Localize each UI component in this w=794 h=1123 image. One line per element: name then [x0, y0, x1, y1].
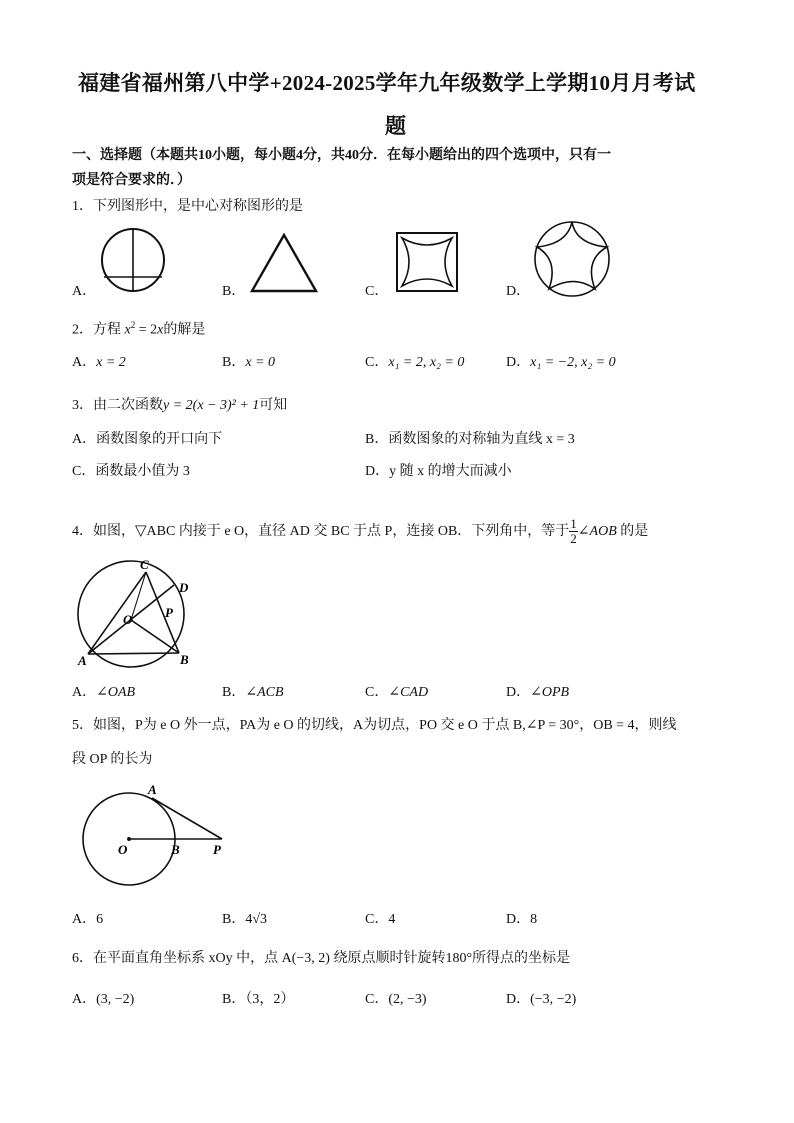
q6-option-a[interactable]: A．(3, −2): [72, 992, 135, 1007]
q5-label-a: A: [148, 782, 157, 797]
q5-option-a[interactable]: A．6: [72, 912, 104, 927]
q1-figure-c-square: [394, 230, 460, 294]
question-3-stem: 3．由二次函数y = 2(x − 3)² + 1可知: [72, 398, 288, 413]
q5-label-b: B: [171, 842, 180, 857]
q5-geometry-figure: [80, 784, 230, 890]
q3-option-a[interactable]: A．函数图象的开口向下: [72, 432, 223, 447]
q4-label-b: B: [180, 652, 189, 667]
question-4-stem: 4．如图，▽ABC 内接于 e O，直径 AD 交 BC 于点 P，连接 OB．下列角中，等于 $\frac{1}{2}$ ∠AOB 的是: [72, 516, 649, 547]
q5-label-o: O: [118, 842, 128, 857]
q4-option-d[interactable]: D．∠OPB: [506, 685, 570, 700]
q4-label-o: O: [123, 612, 133, 627]
q1-figure-b-triangle: [249, 232, 319, 294]
q2-option-c[interactable]: C．x₁ = 2, x₂ = 0: [365, 355, 465, 370]
q4-option-c[interactable]: C．∠CAD: [365, 685, 429, 700]
q4-label-p: P: [165, 605, 173, 620]
question-5-stem-cont: 段 OP 的长为: [72, 752, 153, 767]
q5-option-c[interactable]: C．4: [365, 912, 396, 927]
question-5-stem: 5．如图，P为 e O 外一点，PA为 e O 的切线，A为切点，PO 交 e O 于点 B,∠P = 30°，OB = 4，则线: [72, 718, 677, 733]
q1-option-c-label[interactable]: C．: [365, 284, 389, 299]
q4-geometry-figure: [76, 557, 206, 669]
q4-label-d: D: [179, 580, 189, 595]
q1-option-b-label[interactable]: B．: [222, 284, 246, 299]
q2-option-d[interactable]: D．x₁ = −2, x₂ = 0: [506, 355, 616, 370]
q6-option-d[interactable]: D．(−3, −2): [506, 992, 577, 1007]
q4-label-c: C: [140, 557, 149, 572]
question-6-stem: 6．在平面直角坐标系 xOy 中，点 A(−3, 2) 绕原点顺时针旋转180°所得点的坐标是: [72, 951, 571, 966]
q4-label-a: A: [78, 653, 87, 668]
q5-label-p: P: [213, 842, 221, 857]
q1-option-a-label[interactable]: A．: [72, 284, 97, 299]
q5-option-b[interactable]: B．4√3: [222, 912, 268, 927]
question-2-stem: 2．方程 $x^2 = 2x$的解是: [72, 320, 206, 338]
fraction-half: $\frac{1}{2}$: [570, 516, 577, 547]
q3-option-b[interactable]: B．函数图象的对称轴为直线 x = 3: [365, 432, 575, 447]
q6-option-c[interactable]: C．(2, −3): [365, 992, 427, 1007]
q1-option-d-label[interactable]: D．: [506, 284, 531, 299]
q4-option-a[interactable]: A．∠OAB: [72, 685, 136, 700]
q3-option-c[interactable]: C．函数最小值为 3: [72, 464, 190, 479]
q3-option-d[interactable]: D．y 随 x 的增大而减小: [365, 464, 512, 479]
q5-option-d[interactable]: D．8: [506, 912, 538, 927]
q1-figure-d-pentagon: [531, 222, 613, 296]
q1-figure-a-circle: [99, 226, 167, 294]
section-heading-cont: 项是符合要求的．）: [72, 173, 191, 188]
q6-option-b[interactable]: B．（3，2）: [222, 992, 295, 1007]
document-title-line2: 题: [385, 114, 407, 138]
section-heading: 一、选择题（本题共10小题，每小题4分，共40分．在每小题给出的四个选项中，只有一: [72, 148, 611, 163]
question-1-stem: 1．下列图形中，是中心对称图形的是: [72, 199, 303, 214]
document-title-line1: 福建省福州第八中学+2024-2025学年九年级数学上学期10月月考试: [78, 71, 696, 95]
q2-option-b[interactable]: B．x = 0: [222, 355, 276, 370]
q2-option-a[interactable]: A．x = 2: [72, 355, 126, 370]
q4-option-b[interactable]: B．∠ACB: [222, 685, 284, 700]
